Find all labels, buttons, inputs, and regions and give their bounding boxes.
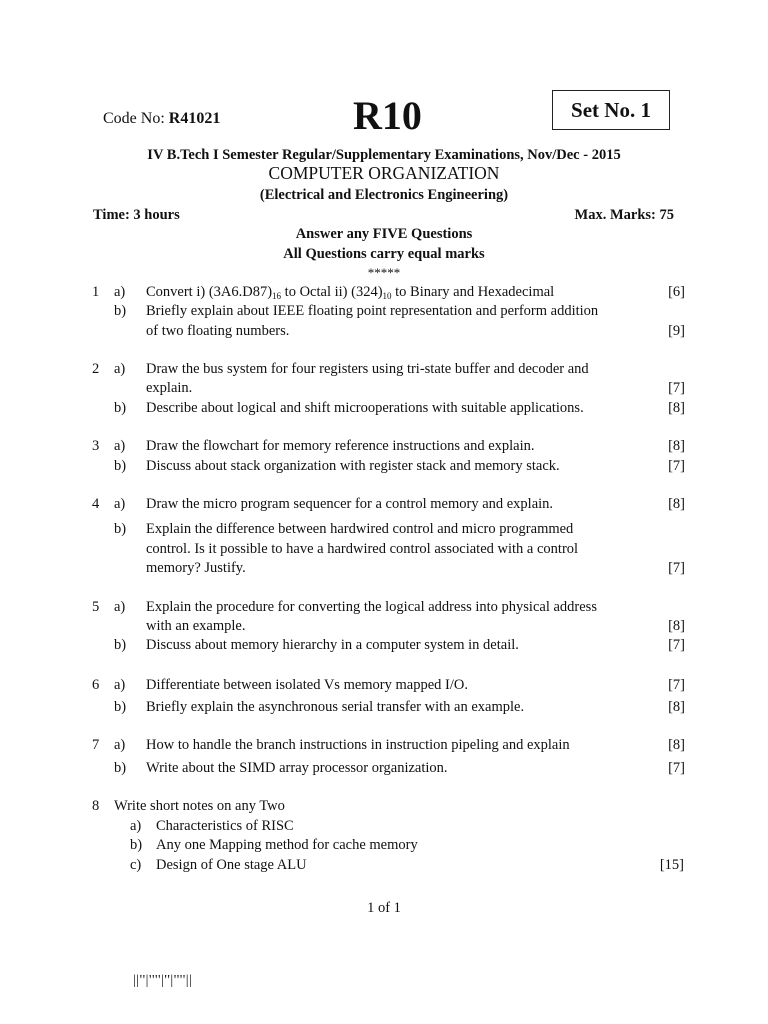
part-label: a) [114, 677, 126, 693]
marks: [8] [668, 618, 685, 634]
question-text: Explain the procedure for converting the logical address into physical address [146, 599, 597, 615]
exam-title: IV B.Tech I Semester Regular/Supplementary Examinations, Nov/Dec - 2015 [147, 147, 621, 163]
marks: [9] [668, 323, 685, 339]
part-label: a) [114, 438, 126, 454]
part-label: b) [114, 521, 127, 537]
set-number-box: Set No. 1 [552, 90, 670, 130]
part-label: a) [114, 737, 126, 753]
question-text: Any one Mapping method for cache memory [156, 837, 418, 853]
question-text: Describe about logical and shift microoperations with suitable applications. [146, 400, 584, 416]
question-text: control. Is it possible to have a hardwired control associated with a control [146, 541, 579, 557]
max-marks: Max. Marks: 75 [574, 207, 674, 223]
marks: [8] [668, 496, 685, 512]
marks: [7] [668, 760, 685, 776]
code-value: R41021 [168, 110, 221, 127]
question-number: 4 [92, 496, 100, 512]
question-text: with an example. [146, 618, 246, 634]
question-text: Design of One stage ALU [156, 857, 307, 873]
part-label: a) [114, 361, 126, 377]
question-text: Briefly explain about IEEE floating point representation and perform addition [146, 303, 599, 319]
marks: [8] [668, 737, 685, 753]
page-number: 1 of 1 [367, 900, 401, 916]
question-text: Characteristics of RISC [156, 818, 294, 834]
marks: [7] [668, 380, 685, 396]
marks: [7] [668, 458, 685, 474]
question-text: Discuss about memory hierarchy in a computer system in detail. [146, 637, 519, 653]
code-number [103, 110, 220, 128]
question-text: Briefly explain the asynchronous serial transfer with an example. [146, 699, 525, 715]
part-label: b) [114, 458, 127, 474]
question-text: Write about the SIMD array processor organization. [146, 760, 448, 776]
question-number: 6 [92, 677, 100, 693]
question-text: Convert i) $(3A6.D87)_{16}$ to Octal ii) $(324)_{10}$ to Binary and Hexadecimal [146, 284, 555, 301]
question-number: 1 [92, 284, 100, 300]
course-title: COMPUTER ORGANIZATION [268, 163, 500, 183]
part-label: b) [114, 400, 127, 416]
question-text: Draw the bus system for four registers using tri-state buffer and decoder and [146, 361, 589, 377]
code-label: Code No: [103, 110, 169, 127]
question-number: 2 [92, 361, 100, 377]
separator: ***** [367, 265, 401, 280]
instruction-answer: Answer any FIVE Questions [295, 226, 473, 242]
marks: [8] [668, 699, 685, 715]
question-text: Draw the flowchart for memory reference instructions and explain. [146, 438, 535, 454]
marks: [8] [668, 438, 685, 454]
barcode: ||''|''''|''|''''|| [133, 973, 193, 988]
part-label: a) [114, 496, 126, 512]
part-label: b) [114, 637, 127, 653]
question-number: 5 [92, 599, 100, 615]
question-text: explain. [146, 380, 193, 396]
question-text: Explain the difference between hardwired control and micro programmed [146, 521, 574, 537]
part-label: a) [114, 284, 126, 300]
part-label: b) [114, 303, 127, 319]
question-text: How to handle the branch instructions in instruction pipeling and explain [146, 737, 570, 753]
marks: [7] [668, 677, 685, 693]
exam-time: Time: 3 hours [93, 207, 180, 223]
question-number: 8 [92, 798, 100, 814]
question-number: 3 [92, 438, 100, 454]
part-label: a) [114, 599, 126, 615]
question-text: Discuss about stack organization with register stack and memory stack. [146, 458, 560, 474]
question-text: of two floating numbers. [146, 323, 290, 339]
part-label: c) [130, 857, 142, 873]
part-label: b) [114, 760, 127, 776]
part-label: a) [130, 818, 142, 834]
marks: [15] [659, 857, 684, 873]
regulation-label: R10 [353, 93, 422, 138]
marks: [7] [668, 637, 685, 653]
question-text: Draw the micro program sequencer for a control memory and explain. [146, 496, 554, 512]
marks: [7] [668, 560, 685, 576]
instruction-marks: All Questions carry equal marks [283, 246, 485, 262]
branch-name: (Electrical and Electronics Engineering) [259, 187, 509, 203]
question-text: Differentiate between isolated Vs memory mapped I/O. [146, 677, 468, 693]
question-text: Write short notes on any Two [114, 798, 285, 814]
marks: [8] [668, 400, 685, 416]
part-label: b) [130, 837, 143, 853]
question-text: memory? Justify. [146, 560, 246, 576]
part-label: b) [114, 699, 127, 715]
marks: [6] [668, 284, 685, 300]
question-number: 7 [92, 737, 100, 753]
